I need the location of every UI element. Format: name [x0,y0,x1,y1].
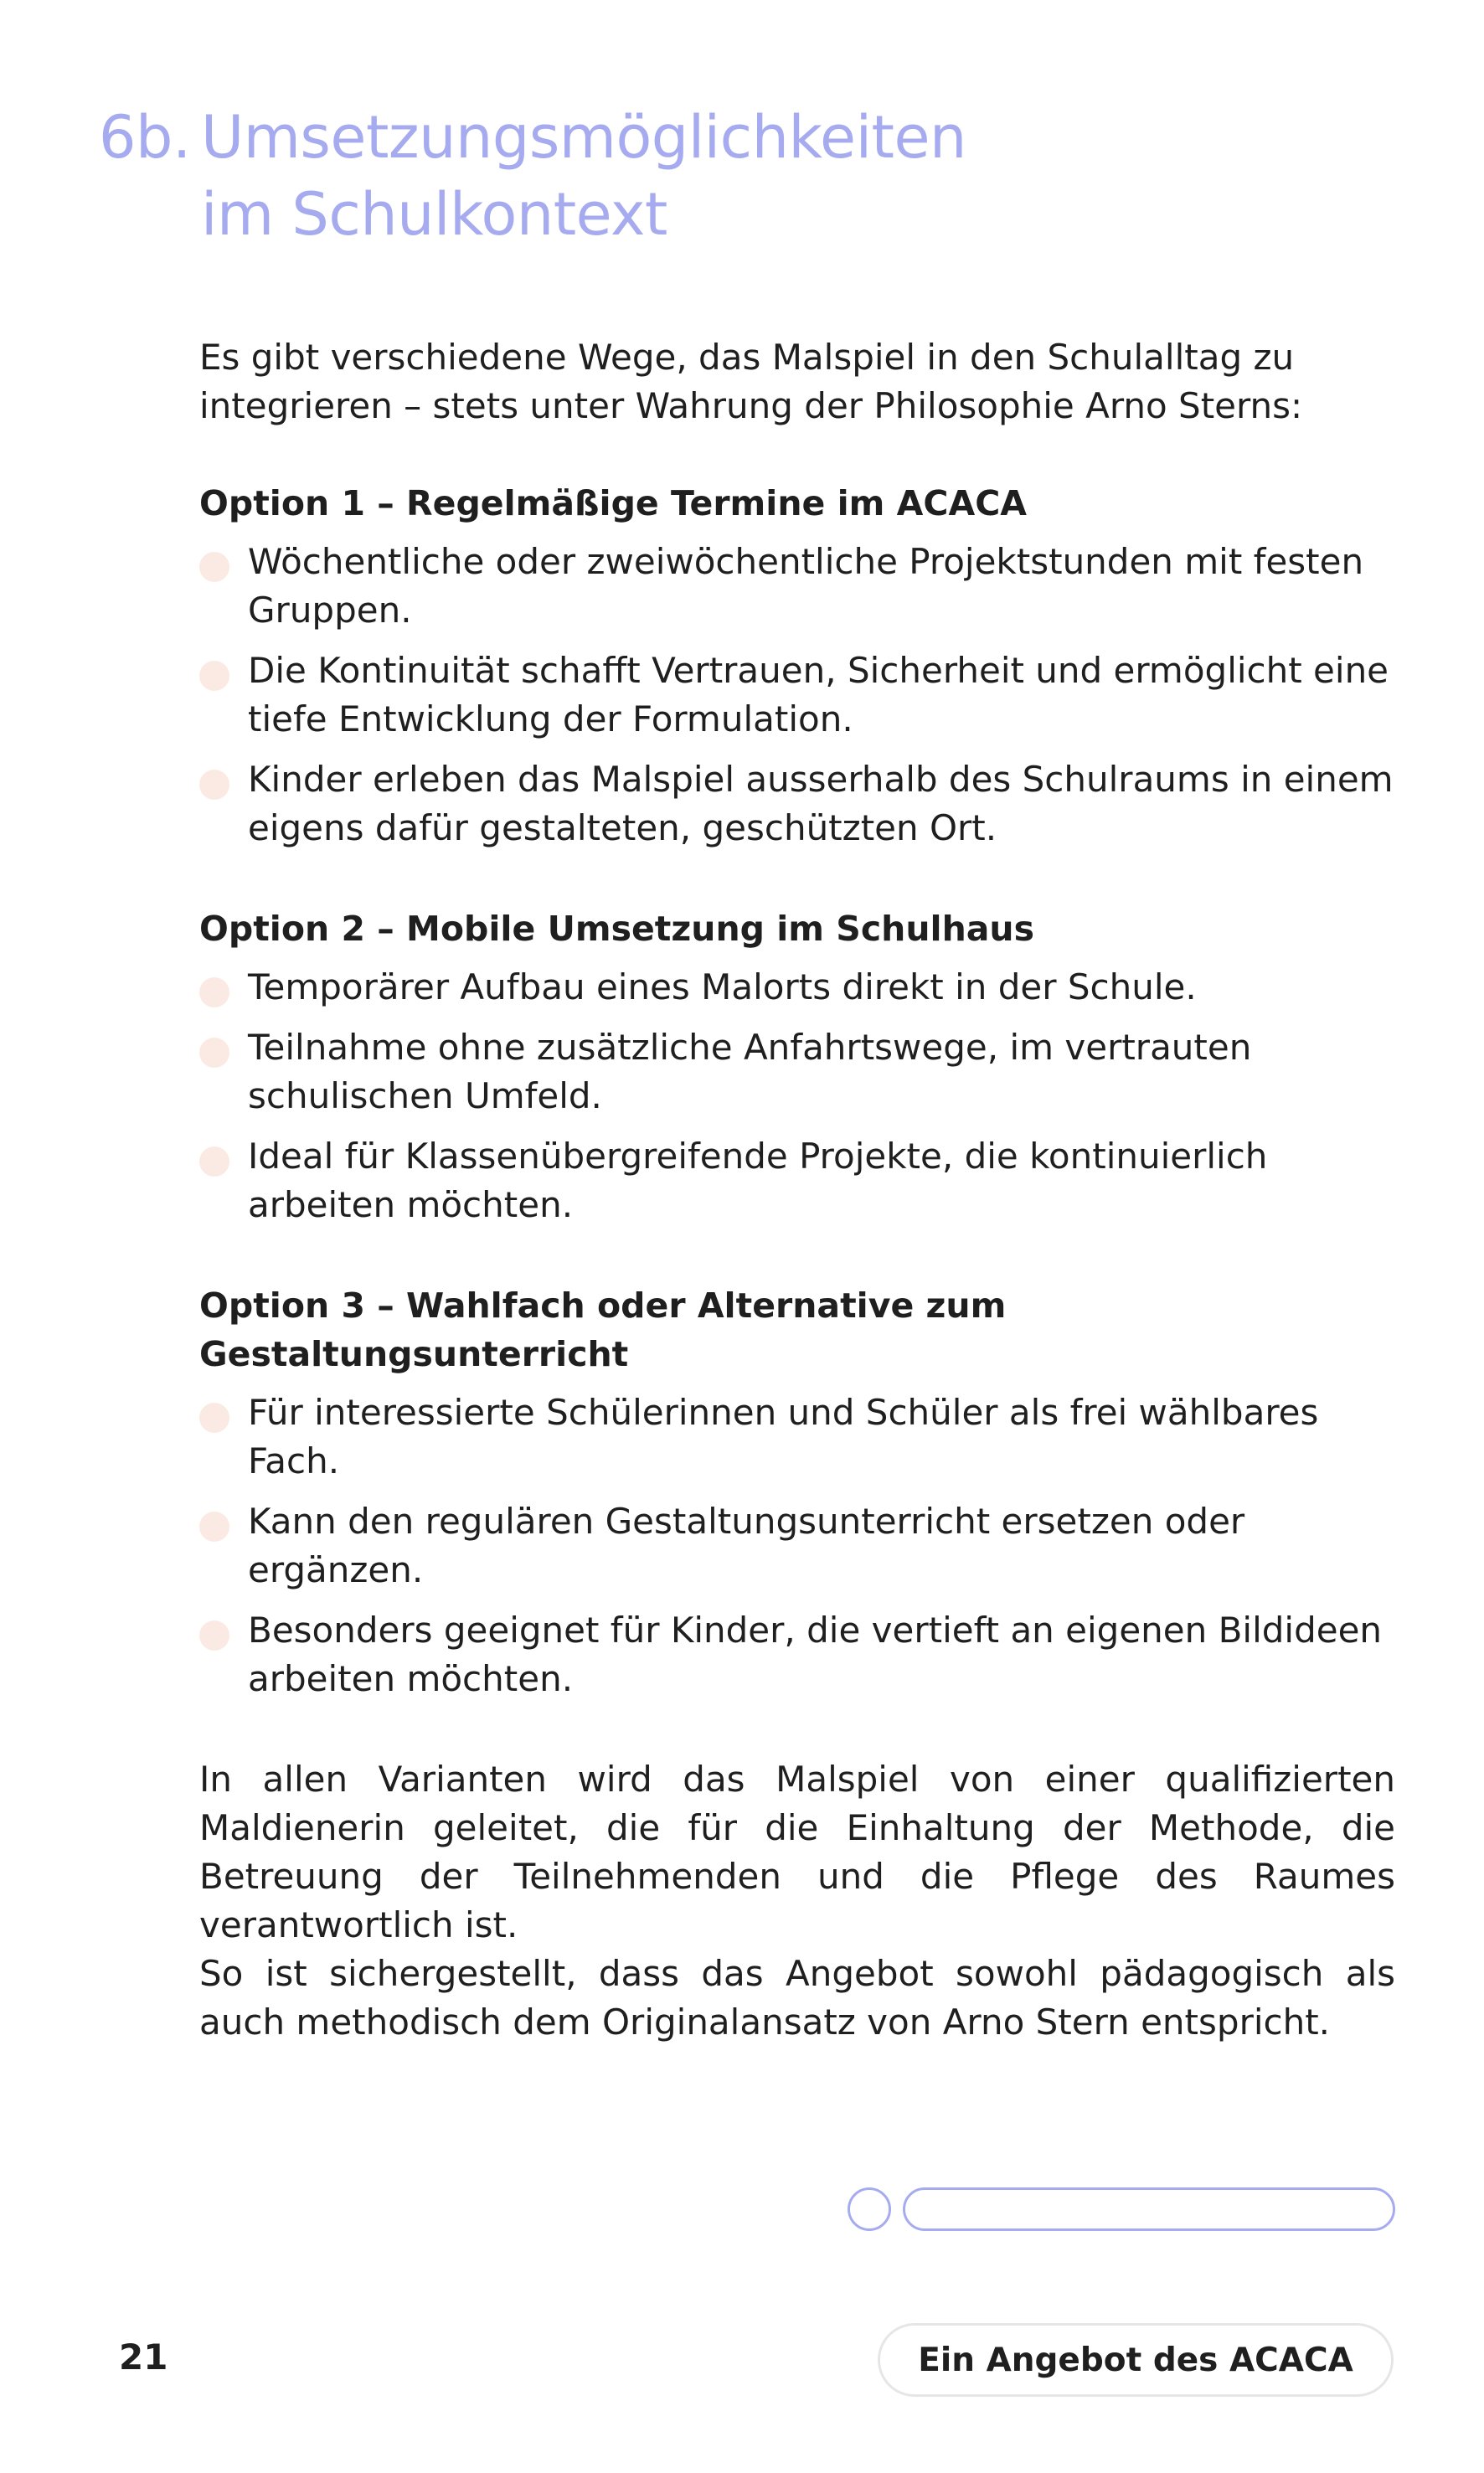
bullet-dot-icon [199,1620,229,1651]
page-number: 21 [119,2336,168,2378]
list-item-text: Ideal für Klassenübergreifende Projekte, die kontinuierlich arbeiten möchten. [248,1136,1268,1225]
list-item [199,963,1395,1012]
option-1-section [199,479,1395,853]
list-item-text: Besonders geeignet für Kinder, die vertieft an eigenen Bildideen arbeiten möchten. [248,1610,1383,1699]
list-item [199,1023,1395,1121]
list-item [199,647,1395,744]
list-item [199,538,1395,635]
closing-paragraph: In allen Varianten wird das Malspiel von einer qualifizierten Maldienerin geleitet, die für die Einhaltung der Methode, die Betreuung der Teilnehmenden und die Pflege des Raumes verantwortlich ist. [199,1759,1395,1945]
page-title [99,99,966,253]
intro-paragraph: Es gibt verschiedene Wege, das Malspiel in den Schulalltag zu integrieren – stets unter Wahrung der Philosophie Arno Sterns: [199,337,1303,426]
bullet-dot-icon [199,770,229,800]
option-heading: Option 2 – Mobile Umsetzung im Schulhaus [199,909,1035,949]
bullet-dot-icon [199,977,229,1007]
list-item-text: Kinder erleben das Malspiel ausserhalb des Schulraums in einem eigens dafür gestalteten, geschützten Ort. [248,759,1394,848]
list-item [199,1606,1395,1703]
bullet-dot-icon [199,661,229,691]
closing-paragraph-2: So ist sichergestellt, dass das Angebot sowohl pädagogisch als auch methodisch dem Originalansatz von Arno Stern entspricht. [199,1953,1395,2043]
decorative-circle-icon [848,2187,891,2231]
option-2-section [199,904,1395,1229]
footer-badge: Ein Angebot des ACACA [878,2323,1394,2397]
list-item-text: Die Kontinuität schafft Vertrauen, Sicherheit und ermöglicht eine tiefe Entwicklung der Formulation. [248,650,1389,739]
bullet-dot-icon [199,552,229,582]
main-content [199,333,1395,2047]
option-heading: Option 1 – Regelmäßige Termine im ACACA [199,483,1028,523]
bullet-dot-icon [199,1403,229,1433]
section-number: 6b. [99,103,191,172]
bullet-dot-icon [199,1038,229,1068]
list-item [199,1388,1395,1486]
bullet-dot-icon [199,1512,229,1542]
list-item-text: Teilnahme ohne zusätzliche Anfahrtswege, im vertrauten schulischen Umfeld. [248,1027,1252,1116]
option-heading: Option 3 – Wahlfach oder Alternative zum Gestaltungsunterricht [199,1285,1007,1374]
list-item-text: Wöchentliche oder zweiwöchentliche Projektstunden mit festen Gruppen. [248,541,1364,631]
bullet-list [199,538,1395,853]
decorative-pill-shape [903,2187,1395,2231]
bullet-list [199,1388,1395,1703]
list-item [199,755,1395,853]
option-3-section [199,1281,1395,1703]
bullet-list [199,963,1395,1229]
bullet-dot-icon [199,1146,229,1177]
list-item-text: Kann den regulären Gestaltungsunterricht ersetzen oder ergänzen. [248,1501,1245,1590]
list-item [199,1132,1395,1229]
title-line-2: im Schulkontext [201,180,667,249]
list-item [199,1497,1395,1595]
list-item-text: Für interessierte Schülerinnen und Schüler als frei wählbares Fach. [248,1392,1319,1481]
title-line-1: Umsetzungsmöglichkeiten [201,103,966,172]
list-item-text: Temporärer Aufbau eines Malorts direkt in der Schule. [248,966,1197,1007]
